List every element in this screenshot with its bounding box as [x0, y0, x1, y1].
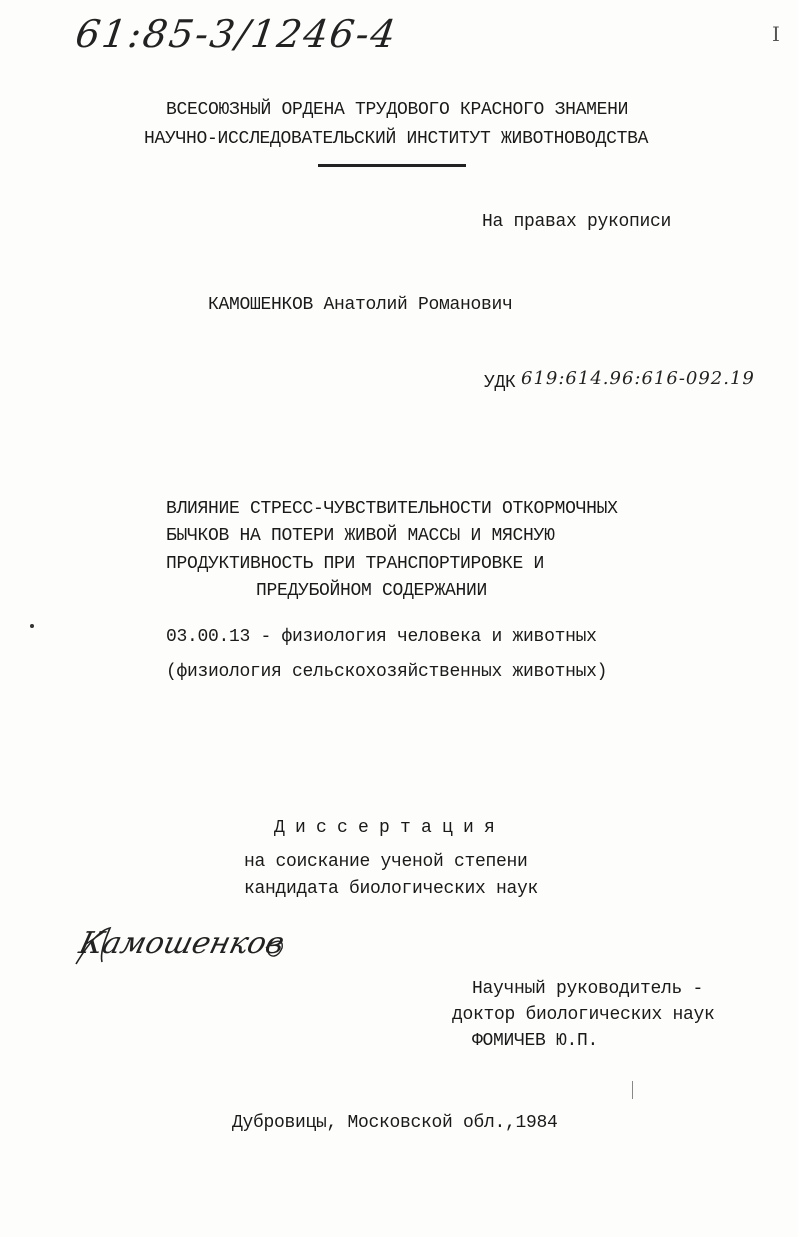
author-signature: Камошенков [75, 926, 288, 961]
manuscript-rights: На правах рукописи [482, 212, 672, 232]
title-line-2: БЫЧКОВ НА ПОТЕРИ ЖИВОЙ МАССЫ И МЯСНУЮ [166, 526, 555, 546]
author-name: КАМОШЕНКОВ Анатолий Романович [208, 295, 513, 315]
institute-line-1: ВСЕСОЮЗНЫЙ ОРДЕНА ТРУДОВОГО КРАСНОГО ЗНАМЕНИ [166, 100, 629, 120]
title-line-4: ПРЕДУБОЙНОМ СОДЕРЖАНИИ [256, 581, 488, 601]
signature-flourish [70, 918, 300, 970]
corner-mark: I [772, 22, 780, 46]
place-year: Дубровицы, Московской обл.,1984 [232, 1113, 558, 1133]
supervisor-line-2: доктор биологических наук [452, 1005, 715, 1025]
specialty-line-2: (физиология сельскохозяйственных животных) [166, 662, 608, 682]
dissertation-line-1: на соискание ученой степени [244, 852, 528, 872]
archive-mark: 61:85-3/1246-4 [72, 12, 401, 56]
dissertation-line-2: кандидата биологических наук [244, 879, 539, 899]
supervisor-line-1: Научный руководитель - [472, 979, 704, 999]
udk-code: 619:614.96:616-092.19 [521, 368, 755, 389]
specialty-line-1: 03.00.13 - физиология человека и животных [166, 627, 597, 647]
supervisor-line-3: ФОМИЧЕВ Ю.П. [472, 1031, 599, 1051]
institute-line-2: НАУЧНО-ИССЛЕДОВАТЕЛЬСКИЙ ИНСТИТУТ ЖИВОТНОВОДСТВА [144, 129, 649, 149]
title-line-3: ПРОДУКТИВНОСТЬ ПРИ ТРАНСПОРТИРОВКЕ И [166, 554, 545, 574]
title-line-1: ВЛИЯНИЕ СТРЕСС-ЧУВСТВИТЕЛЬНОСТИ ОТКОРМОЧНЫХ [166, 499, 618, 519]
margin-dot [30, 624, 34, 628]
scan-tick [632, 1081, 633, 1099]
dissertation-heading: Д и с с е р т а ц и я [274, 818, 495, 838]
udk-label: УДК [484, 373, 516, 393]
divider-rule [318, 164, 466, 167]
